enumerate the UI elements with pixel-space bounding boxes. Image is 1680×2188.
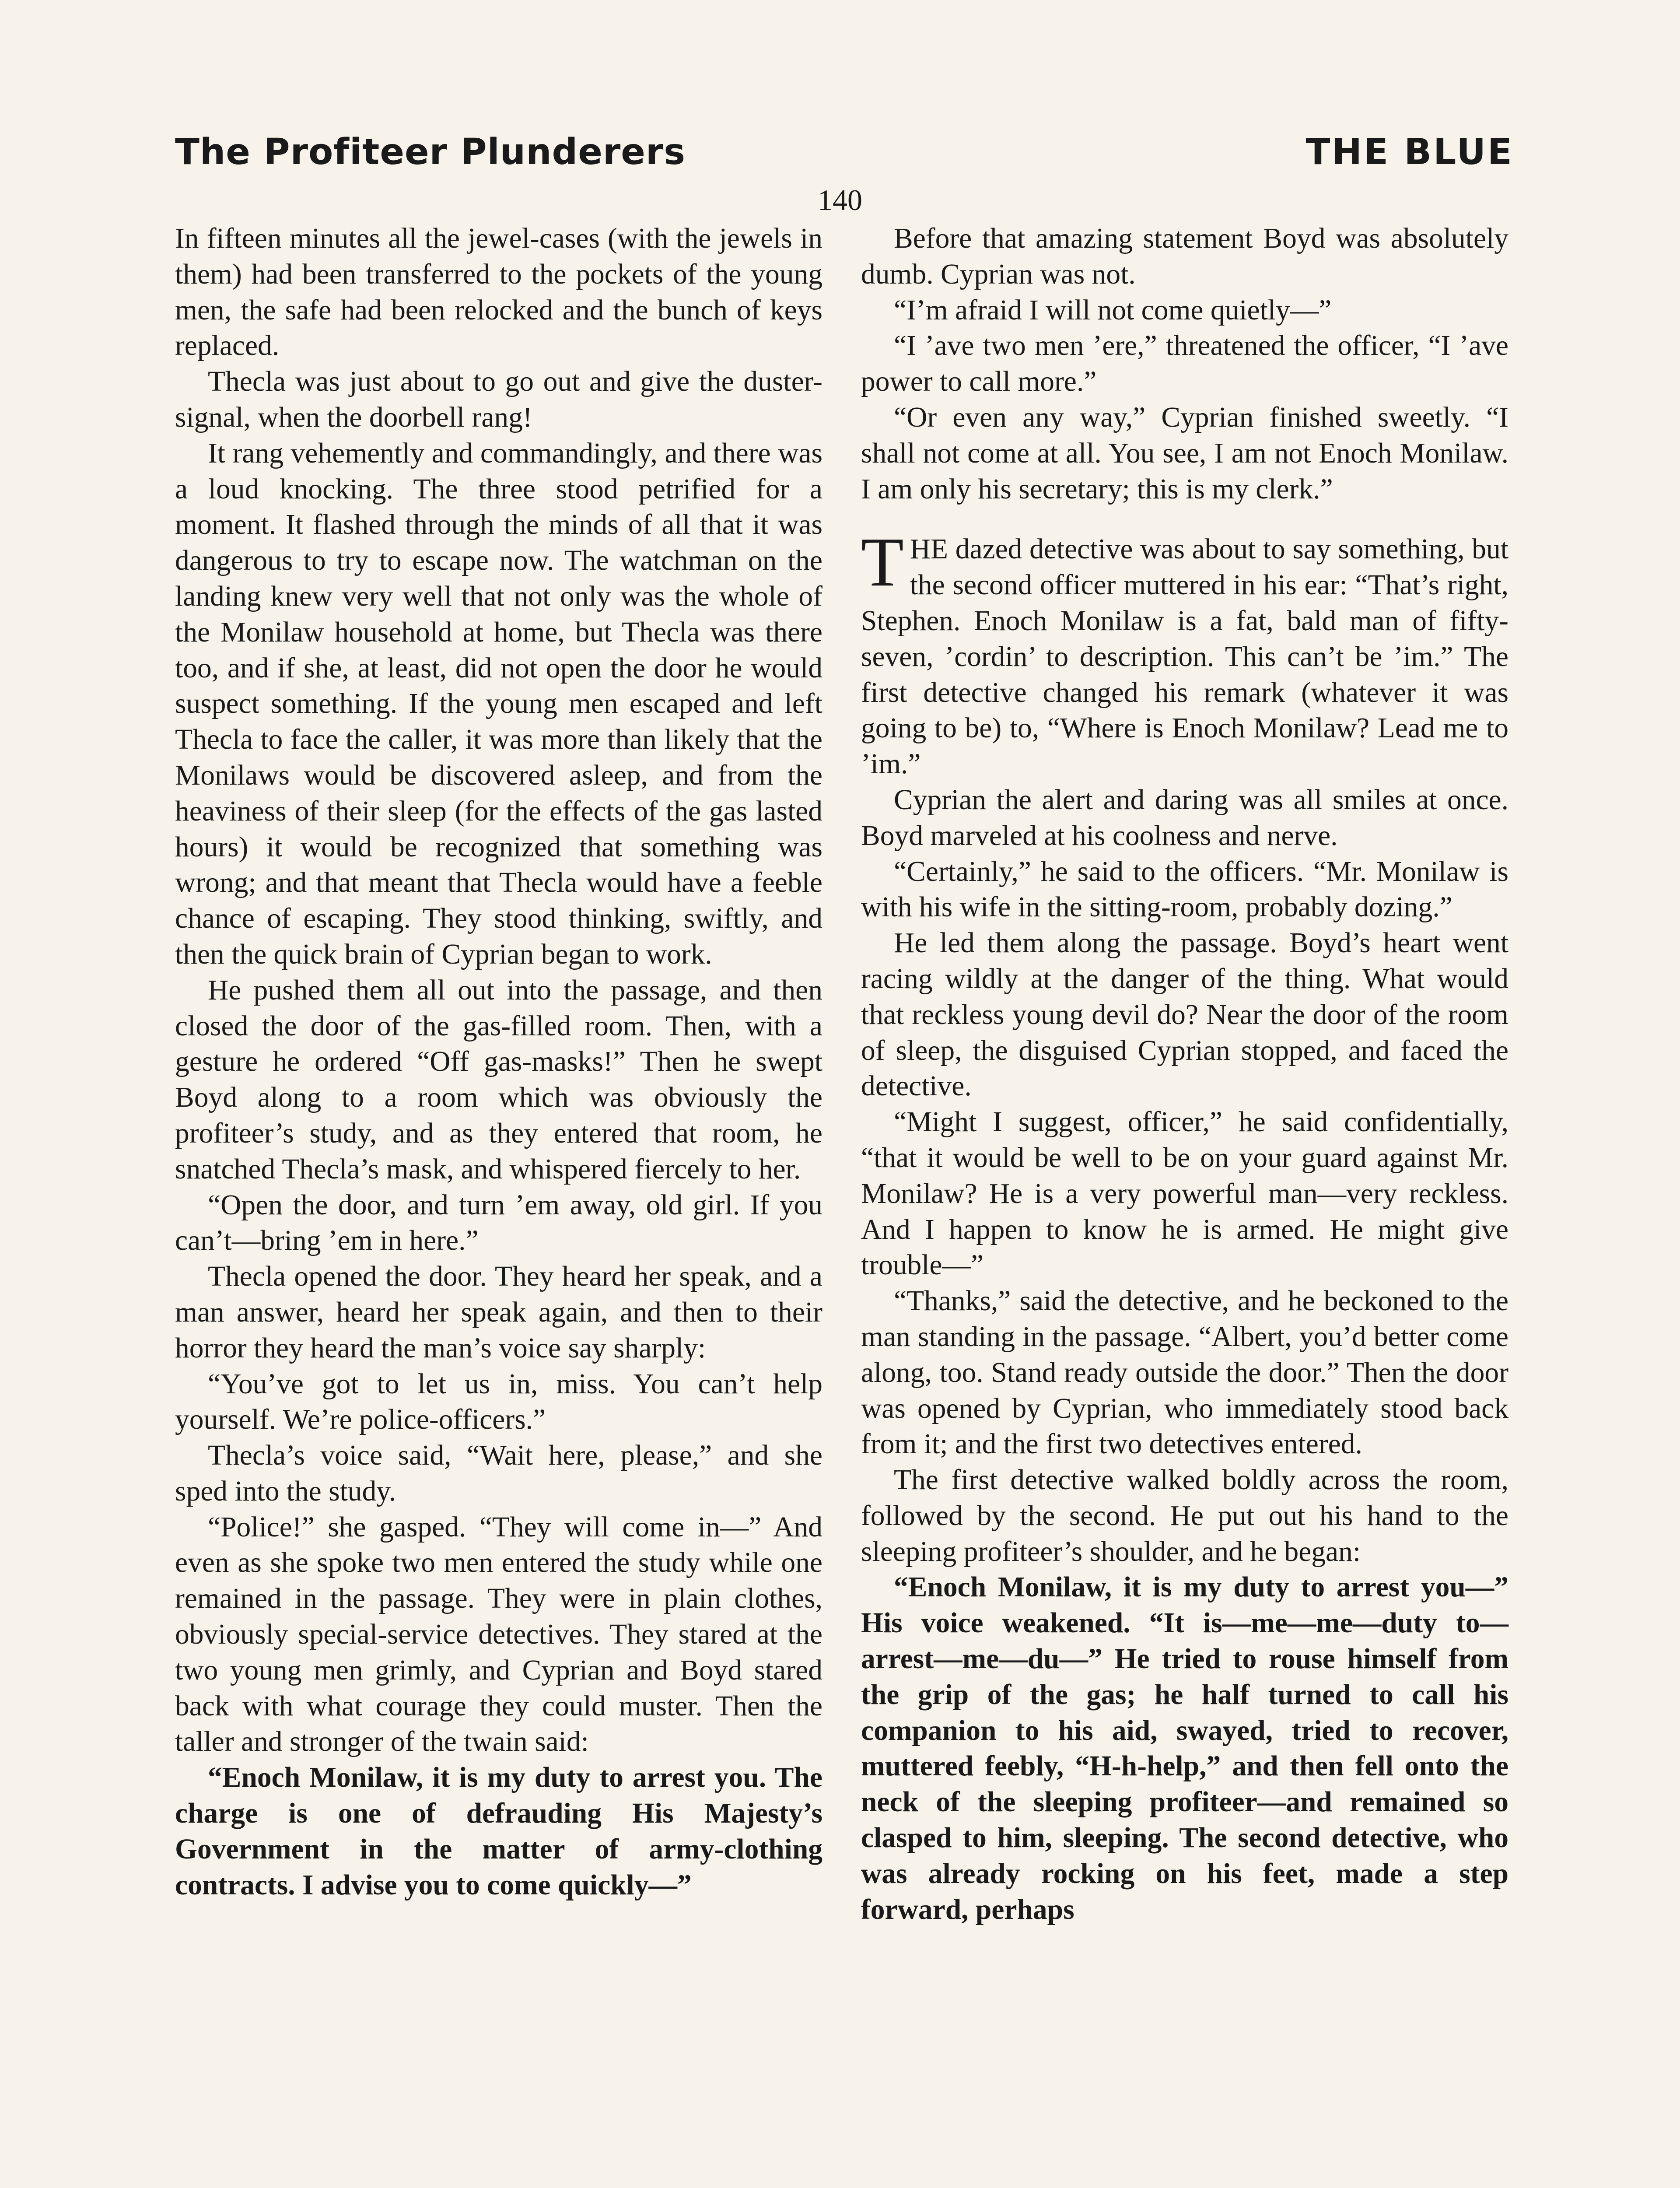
paragraph: “Police!” she gasped. “They will come in—” And even as she spoke two men entered the study while one remained in the passage. They were in plain clothes, obviously special-service detectives. They stared at the two young men grimly, and Cyprian and Boyd stared back with what courage they could muster. Then the taller and stronger of the twain said: — [175, 1511, 822, 1758]
paragraph: Cyprian the alert and daring was all smiles at once. Boyd marveled at his coolness and nerve. — [861, 784, 1508, 852]
page-header — [175, 131, 1514, 188]
paragraph: The first detective walked boldly across the room, followed by the second. He put out his hand to the sleeping profiteer’s shoulder, and he began: — [861, 1464, 1508, 1567]
paragraph: “You’ve got to let us in, miss. You can’t help yourself. We’re police-officers.” — [175, 1368, 822, 1436]
paragraph: He pushed them all out into the passage, and then closed the door of the gas-filled room. Then, with a gesture he ordered “Off gas-masks!” Then he swept Boyd along to a room which was obviously the profiteer’s study, and as they entered that room, he snatched Thecla’s mask, and whispered fiercely to her. — [175, 974, 822, 1185]
paragraph: “Thanks,” said the detective, and he beckoned to the man standing in the passage. “Albert, you’d better come along, too. Stand ready outside the door.” Then the door was opened by Cyprian, who immediately stood back from it; and the first two detectives entered. — [861, 1285, 1508, 1460]
paragraph: In fifteen minutes all the jewel-cases (with the jewels in them) had been transferred to the pockets of the young men, the safe had been relocked and the bunch of keys replaced. — [175, 223, 822, 362]
magazine-name: THE BLUE — [1306, 131, 1514, 173]
paragraph: “Open the door, and turn ’em away, old girl. If you can’t—bring ’em in here.” — [175, 1189, 822, 1257]
section-start-paragraph — [861, 523, 1508, 782]
paragraph: Thecla’s voice said, “Wait here, please,” and she sped into the study. — [175, 1440, 822, 1507]
paragraph: “I’m afraid I will not come quietly—” — [894, 294, 1332, 326]
right-column — [861, 221, 1508, 1928]
paragraph: He led them along the passage. Boyd’s heart went racing wildly at the danger of the thing. What would that reckless young devil do? Near the door of the room of sleep, the disguised Cyprian stopped, and faced the detective. — [861, 927, 1508, 1102]
paragraph: “Certainly,” he said to the officers. “Mr. Monilaw is with his wife in the sitting-room, probably dozing.” — [861, 856, 1508, 923]
paragraph: Before that amazing statement Boyd was absolutely dumb. Cyprian was not. — [861, 223, 1508, 290]
paragraph: “Or even any way,” Cyprian finished sweetly. “I shall not come at all. You see, I am not Enoch Monilaw. I am only his secretary; this is my clerk.” — [861, 401, 1508, 505]
left-column — [175, 221, 822, 1903]
paragraph: “Might I suggest, officer,” he said confidentially, “that it would be well to be on your guard against Mr. Monilaw? He is a very powerful man—very reckless. And I happen to know he is armed. He might give trouble—” — [861, 1106, 1508, 1281]
paragraph: “I ’ave two men ’ere,” threatened the officer, “I ’ave power to call more.” — [861, 330, 1508, 398]
section-text: HE dazed detective was about to say something, but the second officer muttered in his ear: “That’s right, Stephen. Enoch Monilaw is a fat, bald man of fifty-seven, ’cordin’ to description. This can’t be ’im.” The first detective changed his remark (whatever it was going to be) to, “Where is Enoch Monilaw? Lead me to ’im.” — [861, 533, 1508, 780]
running-title: The Profiteer Plunderers — [175, 131, 686, 173]
paragraph: “Enoch Monilaw, it is my duty to arrest you—” His voice weakened. “It is—me—me—duty to—arrest—me—du—” He tried to rouse himself from the grip of the gas; he half turned to call his companion to his aid, swayed, tried to recover, muttered feebly, “H-h-help,” and then fell onto the neck of the sleeping profiteer—and remained so clasped to him, sleeping. The second detective, who was already rocking on his feet, made a step forward, perhaps — [861, 1571, 1508, 1925]
paragraph: “Enoch Monilaw, it is my duty to arrest you. The charge is one of defrauding His Majesty’s Government in the matter of army-clothing contracts. I advise you to come quickly—” — [175, 1762, 822, 1901]
paragraph: Thecla was just about to go out and give the duster-signal, when the doorbell rang! — [175, 366, 822, 433]
page-number: 140 — [818, 183, 862, 217]
drop-cap: T — [861, 523, 904, 601]
paragraph: Thecla opened the door. They heard her speak, and a man answer, heard her speak again, and then to their horror they heard the man’s voice say sharply: — [175, 1261, 822, 1364]
paragraph: It rang vehemently and commandingly, and there was a loud knocking. The three stood petrified for a moment. It flashed through the minds of all that it was dangerous to try to escape now. The watchman on the landing knew very well that not only was the whole of the Monilaw household at home, but Thecla was there too, and if she, at least, did not open the door he would suspect something. If the young men escaped and left Thecla to face the caller, it was more than likely that the Monilaws would be discovered asleep, and from the heaviness of their sleep (for the effects of the gas lasted hours) it would be recognized that something was wrong; and that meant that Thecla would have a feeble chance of escaping. They stood thinking, swiftly, and then the quick brain of Cyprian began to work. — [175, 437, 822, 970]
